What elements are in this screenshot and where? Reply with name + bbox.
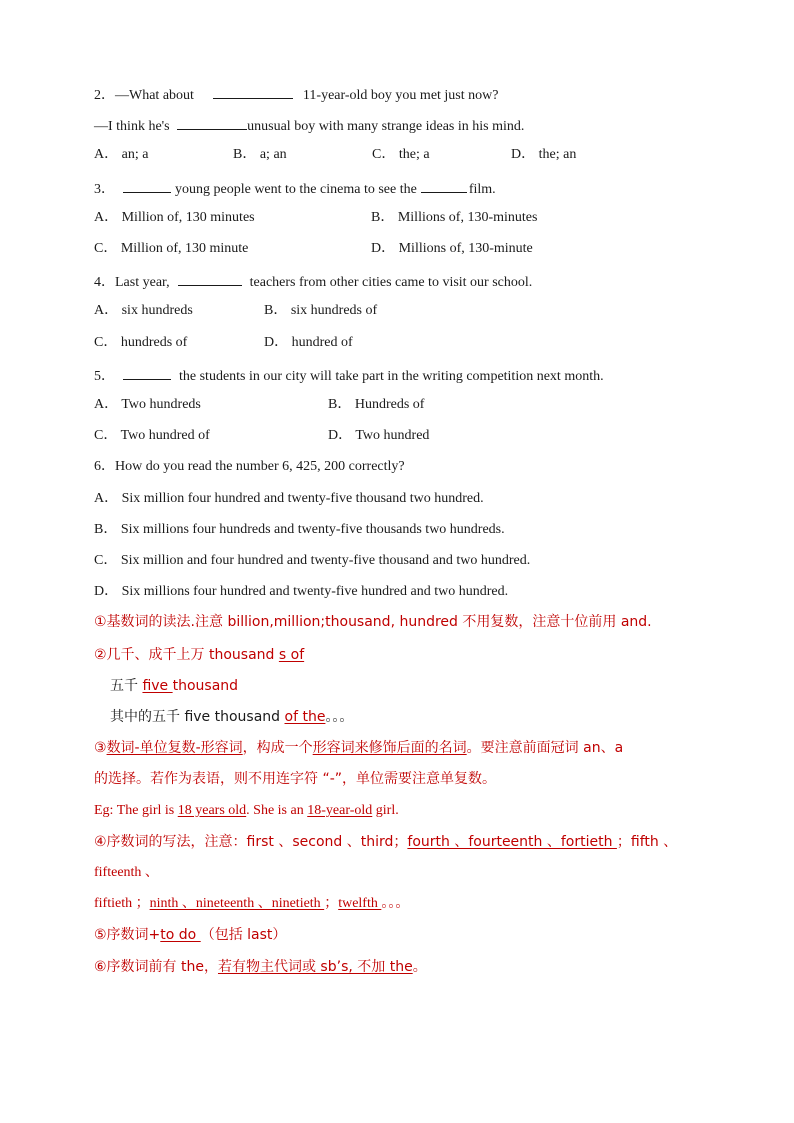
question-2-prompt: 2．—What about: [94, 88, 194, 103]
eg-underlined-1: 18 years old: [177, 803, 247, 818]
question-6-option-b: B． Six millions four hundreds and twenty-five thousands two hundreds.: [94, 522, 505, 537]
answer-blank: [123, 365, 171, 380]
note-5-text-end: （包括 last）: [200, 927, 287, 943]
question-2-line-2: [94, 115, 524, 136]
note-6-text-end: 。: [412, 959, 427, 975]
option-c: C． Two hundred of: [94, 428, 210, 443]
question-4-options-row-2: [94, 334, 353, 352]
question-3-options-row-1: [94, 209, 537, 227]
note-5: [94, 926, 286, 944]
question-2-reply-end: unusual boy with many strange ideas in his mind.: [247, 119, 525, 134]
answer-blank: [213, 84, 293, 99]
example-text-end: thousand: [172, 678, 239, 694]
note-3-marker: ③: [94, 740, 107, 756]
option-c: C． the; a: [372, 147, 430, 162]
option-c: C． hundreds of: [94, 335, 188, 350]
note-2-example-2: [110, 708, 353, 726]
note-3-line-1: [94, 739, 623, 757]
note-3-text: ，构成一个: [242, 740, 313, 756]
option-c: C． Million of, 130 minute: [94, 241, 249, 256]
question-3-options-row-2: [94, 240, 533, 258]
note-4-underlined: ninth 、nineteenth 、ninetieth: [149, 896, 325, 911]
eg-text-mid: . She is an: [246, 803, 308, 818]
question-6-option-d: D． Six millions four hundred and twenty-five hundred and two hundred.: [94, 584, 509, 599]
question-4-text-end: teachers from other cities came to visit our school.: [249, 275, 533, 290]
example-text: 五千: [110, 678, 143, 694]
option-b: B． a; an: [233, 147, 287, 162]
question-3-text: young people went to the cinema to see the: [175, 182, 417, 197]
note-4-line-1: [94, 833, 677, 851]
option-d: D． hundred of: [264, 335, 353, 350]
example-underlined: five: [142, 678, 173, 694]
example-text: 其中的五千 five thousand: [110, 709, 285, 725]
question-4-line: [94, 271, 532, 292]
example-underlined: of the: [284, 709, 326, 725]
question-2-prompt-end: 11-year-old boy you met just now?: [302, 88, 499, 103]
note-3-line-2: 的选择。若作为表语，则不用连字符 “-”，单位需要注意单复数。: [94, 771, 497, 787]
note-4-underlined: fourth 、fourteenth 、fortieth: [407, 834, 617, 850]
question-5-options-row-1: [94, 396, 424, 414]
question-2-line-1: [94, 84, 498, 105]
note-2-text: ②几千、成千上万 thousand: [94, 647, 275, 663]
option-a: A． Two hundreds: [94, 397, 201, 412]
option-a: A． Million of, 130 minutes: [94, 210, 255, 225]
note-4-line-3: [94, 895, 409, 913]
note-4-line-2: fifteenth 、: [94, 865, 159, 880]
note-3-underlined-2: 形容词来修饰后面的名词: [312, 740, 467, 756]
note-6: [94, 958, 427, 976]
note-4-text-end: ；fifth 、: [616, 834, 678, 850]
question-3-line: [94, 178, 496, 199]
note-2: [94, 646, 304, 664]
option-b: B． six hundreds of: [264, 303, 378, 318]
question-6-option-c: C． Six million and four hundred and twenty-five thousand and two hundred.: [94, 553, 531, 568]
note-4-text: ④序数词的写法，注意：first 、second 、third；: [94, 834, 408, 850]
answer-blank: [123, 178, 171, 193]
note-5-underlined: to do: [160, 927, 201, 943]
note-4-separator: ；: [324, 896, 339, 911]
question-3-number: 3．: [94, 182, 115, 197]
answer-blank: [177, 115, 247, 130]
option-b: B． Hundreds of: [328, 397, 425, 412]
eg-text-end: girl.: [372, 803, 399, 818]
answer-blank: [178, 271, 242, 286]
note-4-ellipsis: 。。。: [381, 896, 410, 911]
note-3-underlined-1: 数词-单位复数-形容词: [106, 740, 243, 756]
note-4-text: fiftieth ；: [94, 896, 150, 911]
example-text-end: 。。。: [325, 709, 354, 725]
eg-underlined-2: 18-year-old: [307, 803, 373, 818]
option-d: D． Millions of, 130-minute: [371, 241, 533, 256]
question-2-options: [94, 146, 576, 164]
question-2-reply: —I think he's: [94, 119, 170, 134]
note-1: ①基数词的读法.注意 billion,million;thousand, hundred 不用复数，注意十位前用 and.: [94, 614, 652, 630]
note-2-underlined: s of: [278, 647, 305, 663]
note-2-example-1: [110, 677, 238, 695]
question-5-line: [94, 365, 604, 386]
question-5-options-row-2: [94, 427, 429, 445]
question-6-option-a: A． Six million four hundred and twenty-five thousand two hundred.: [94, 491, 484, 506]
question-3-text-end: film.: [468, 182, 496, 197]
answer-blank: [421, 178, 467, 193]
question-6-line: 6．How do you read the number 6, 425, 200 correctly?: [94, 459, 405, 474]
option-a: A． six hundreds: [94, 303, 193, 318]
option-d: D． Two hundred: [328, 428, 430, 443]
note-4-underlined-2: twelfth: [338, 896, 382, 911]
question-5-number: 5．: [94, 369, 115, 384]
question-5-text: the students in our city will take part in the writing competition next month.: [179, 369, 604, 384]
note-6-underlined: 若有物主代词或 sb’s, 不加 the: [217, 959, 413, 975]
eg-text: Eg: The girl is: [94, 803, 178, 818]
example-line: [94, 802, 399, 820]
option-b: B． Millions of, 130-minutes: [371, 210, 538, 225]
option-d: D． the; an: [511, 147, 577, 162]
note-6-text: ⑥序数词前有 the，: [94, 959, 218, 975]
note-5-text: ⑤序数词+: [94, 927, 161, 943]
option-a: A． an; a: [94, 147, 149, 162]
question-4-options-row-1: [94, 302, 377, 320]
question-4-text: 4．Last year,: [94, 275, 170, 290]
note-3-text-end: 。要注意前面冠词 an、a: [466, 740, 624, 756]
